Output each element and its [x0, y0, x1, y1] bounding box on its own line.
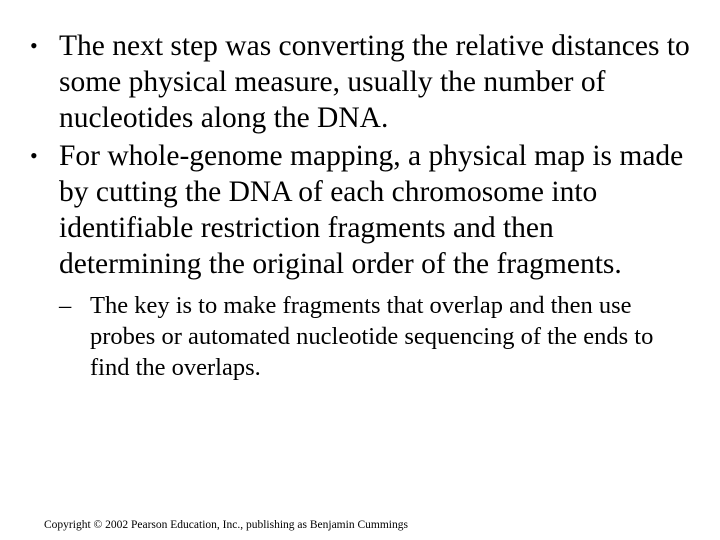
bullet-text: The next step was converting the relative distances to some physical measure, usually the number of nucleotides along the DNA. [59, 30, 690, 134]
bullet-marker: • [30, 33, 38, 58]
sub-bullet-item [59, 290, 698, 383]
bullet-text: For whole-genome mapping, a physical map is made by cutting the DNA of each chromosome into identifiable restriction fragments and then determining the original order of the fragments. [59, 140, 684, 280]
sub-bullet-text: The key is to make fragments that overlap and then use probes or automated nucleotide sequencing of the ends to find the overlaps. [90, 292, 654, 381]
copyright-footer: Copyright © 2002 Pearson Education, Inc., publishing as Benjamin Cummings [44, 519, 408, 531]
bullet-list [28, 28, 698, 383]
bullet-item [28, 138, 698, 282]
dash-marker: – [59, 292, 72, 319]
bullet-item [28, 28, 698, 136]
bullet-marker: • [30, 143, 38, 168]
